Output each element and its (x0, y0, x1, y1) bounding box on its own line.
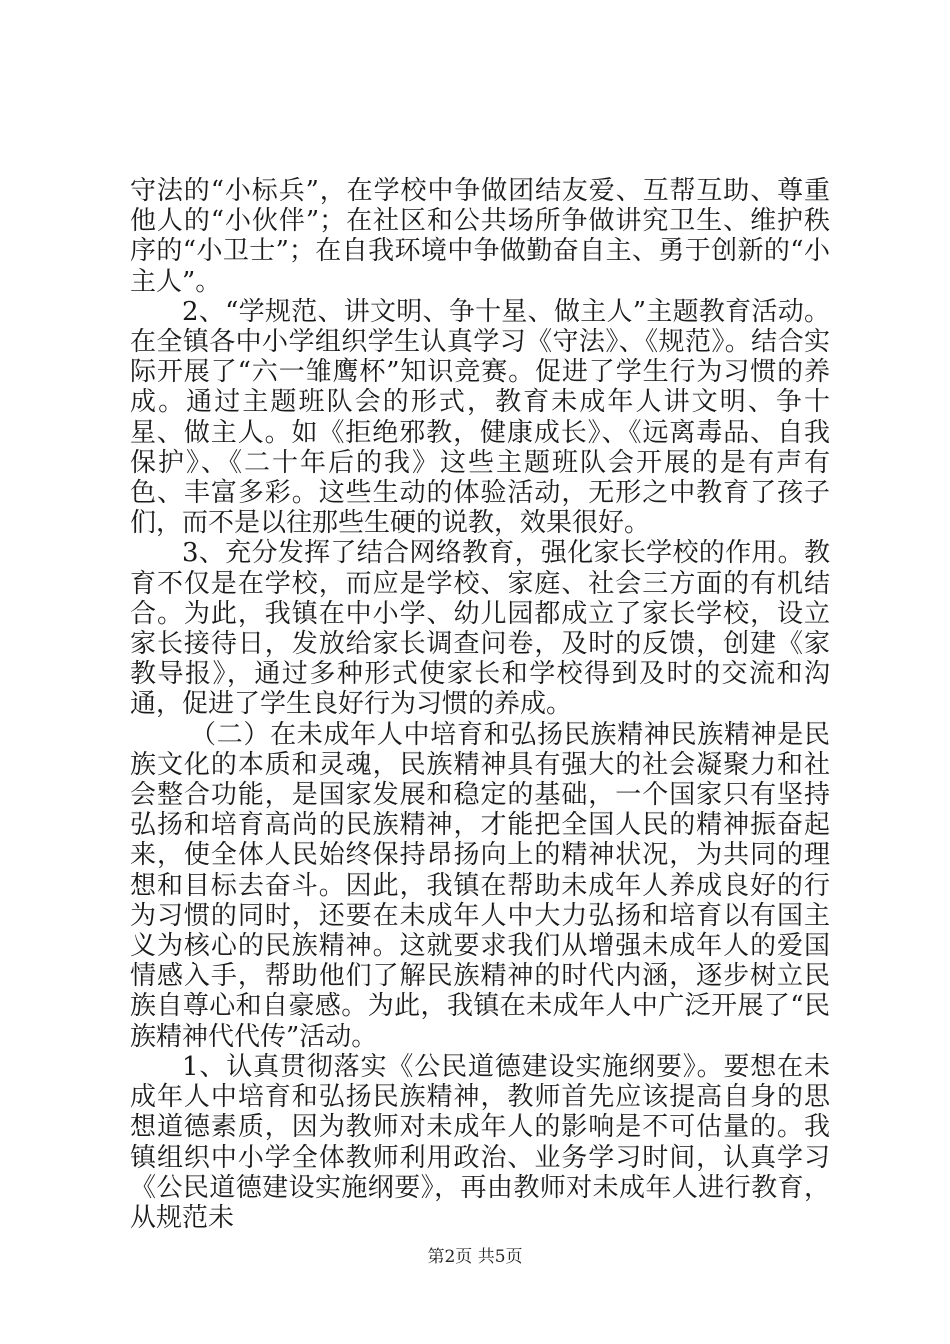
document-body (130, 176, 830, 1233)
paragraph-2: 2、“学规范、讲文明、争十星、做主人”主题教育活动。在全镇各中小学组织学生认真学习《守法》、《规范》。结合实际开展了“六一雏鹰杯”知识竞赛。促进了学生行为习惯的养成。通过主题班队会的形式，教育未成年人讲文明、争十星、做主人。如《拒绝邪教，健康成长》、《远离毒品、自我保护》、《二十年后的我》这些主题班队会开展的是有声有色、丰富多彩。这些生动的体验活动，无形之中教育了孩子们，而不是以往那些生硬的说教，效果很好。 (130, 296, 830, 539)
paragraph-1: 守法的“小标兵”，在学校中争做团结友爱、互帮互助、尊重他人的“小伙伴”；在社区和公共场所争做讲究卫生、维护秩序的“小卫士”；在自我环境中争做勤奋自主、勇于创新的“小主人”。 (130, 176, 830, 297)
paragraph-4: （二）在未成年人中培育和弘扬民族精神民族精神是民族文化的本质和灵魂，民族精神具有强大的社会凝聚力和社会整合功能，是国家发展和稳定的基础，一个国家只有坚持弘扬和培育高尚的民族精神，才能把全国人民的精神振奋起来，使全体人民始终保持昂扬向上的精神状况，为共同的理想和目标去奋斗。因此，我镇在帮助未成年人养成良好的行为习惯的同时，还要在未成年人中大力弘扬和培育以有国主义为核心的民族精神。这就要求我们从增强未成年人的爱国情感入手，帮助他们了解民族精神的时代内涵，逐步树立民族自尊心和自豪感。为此，我镇在未成年人中广泛开展了“民族精神代代传”活动。 (130, 719, 830, 1052)
paragraph-5: 1、认真贯彻落实《公民道德建设实施纲要》。要想在未成年人中培育和弘扬民族精神，教师首先应该提高自身的思想道德素质，因为教师对未成年人的影响是不可估量的。我镇组织中小学全体教师利用政治、业务学习时间，认真学习《公民道德建设实施纲要》，再由教师对未成年人进行教育，从规范未 (130, 1051, 830, 1233)
page-number-footer: 第2页 共5页 (427, 1247, 523, 1267)
paragraph-3: 3、充分发挥了结合网络教育，强化家长学校的作用。教育不仅是在学校，而应是学校、家庭、社会三方面的有机结合。为此，我镇在中小学、幼儿园都成立了家长学校，设立家长接待日，发放给家长调查问卷，及时的反馈，创建《家教导报》，通过多种形式使家长和学校得到及时的交流和沟通，促进了学生良好行为习惯的养成。 (130, 538, 830, 720)
